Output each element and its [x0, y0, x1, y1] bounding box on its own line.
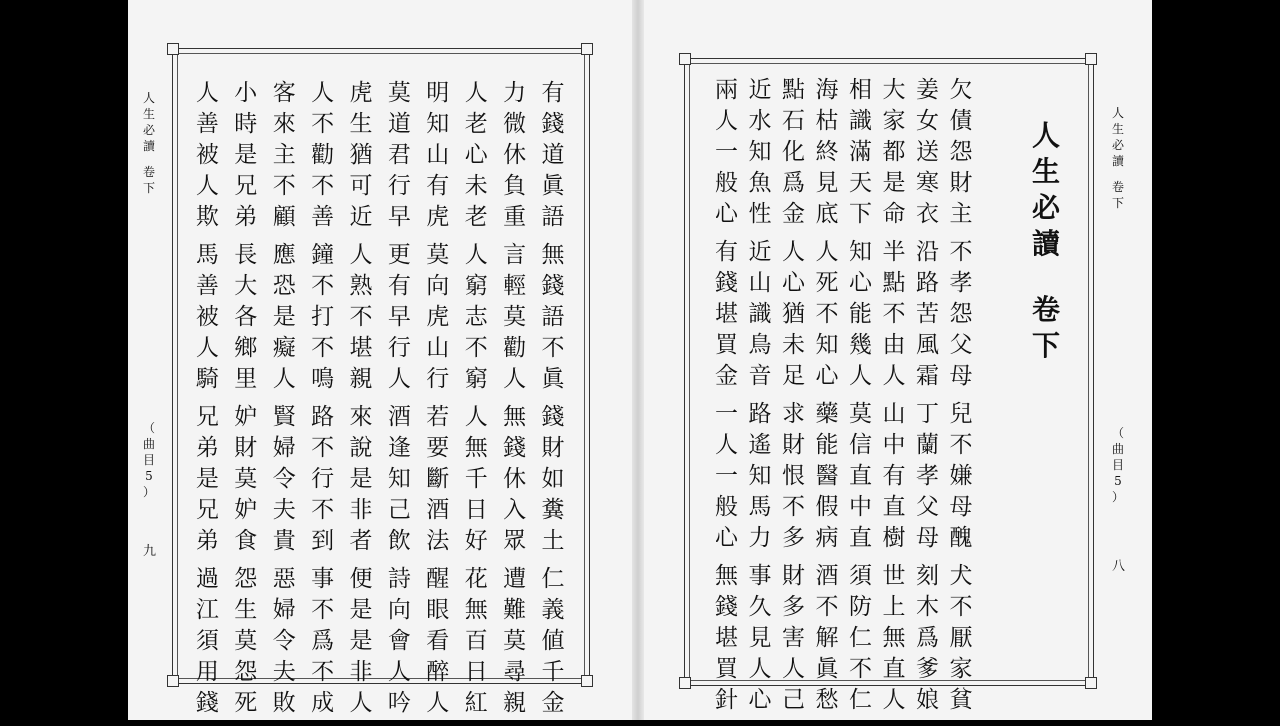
verse-phrase: 姜 女 送 寒 衣	[916, 77, 939, 227]
left-frame-corner	[581, 675, 593, 687]
verse-phrase: 犬 不 厭 家 貧	[949, 563, 973, 713]
verse-phrase: 錢 財 如 糞 土	[541, 404, 565, 554]
right-text-column	[946, 75, 976, 723]
left-text-column	[500, 78, 530, 726]
verse-phrase: 近 水 知 魚 性	[748, 77, 772, 227]
verse-phrase: 酒 逢 知 己 飲	[387, 404, 411, 554]
chapter-title-text: 人 生 必 讀	[1031, 119, 1060, 260]
verse-phrase: 更 有 早 行 人	[387, 242, 411, 392]
verse-phrase: 客 來 主 不 顧	[272, 80, 296, 230]
tune-label-text: （ 曲 目 5 ）	[142, 421, 155, 499]
verse-phrase: 大 家 都 是 命	[882, 77, 906, 227]
chapter-title-volume: 卷 下	[1031, 293, 1060, 362]
verse-phrase: 莫 向 虎 山 行	[426, 242, 450, 392]
verse-phrase: 近 山 識 鳥 音	[748, 239, 772, 389]
verse-phrase: 應 恐 是 癡 人	[272, 242, 296, 392]
right-text-column	[745, 75, 775, 723]
verse-phrase: 兩 人 一 般 心	[715, 77, 738, 227]
right-text-column	[846, 75, 876, 723]
running-header-text: 人 生 必 讀	[1111, 106, 1124, 168]
verse-phrase: 怨 生 莫 怨 死	[234, 566, 258, 716]
verse-phrase: 明 知 山 有 虎	[426, 80, 450, 230]
right-text-column	[879, 75, 909, 723]
verse-phrase: 丁 蘭 孝 父 母	[916, 401, 939, 551]
verse-phrase: 無 錢 堪 買 針	[715, 563, 738, 713]
verse-phrase: 人 無 千 日 好	[464, 404, 488, 554]
verse-phrase: 事 久 見 人 心	[748, 563, 772, 713]
left-text-column	[192, 78, 222, 726]
verse-phrase: 欠 債 怨 財 主	[949, 77, 973, 227]
left-text-column	[346, 78, 376, 726]
verse-phrase: 莫 信 直 中 直	[849, 401, 872, 551]
verse-phrase: 有 錢 堪 買 金	[715, 239, 738, 389]
verse-phrase: 醒 眼 看 醉 人	[426, 566, 450, 716]
left-text-column	[423, 78, 453, 726]
verse-phrase: 藥 能 醫 假 病	[815, 401, 839, 551]
verse-phrase: 來 說 是 非 者	[349, 404, 373, 554]
left-text-column	[538, 78, 568, 726]
right-text-column	[712, 75, 742, 723]
right-frame-corner	[679, 677, 691, 689]
verse-phrase: 馬 善 被 人 騎	[195, 242, 219, 392]
left-page-number: 九	[143, 544, 157, 559]
verse-phrase: 長 大 各 鄉 里	[234, 242, 258, 392]
verse-phrase: 無 錢 語 不 眞	[541, 242, 565, 392]
chapter-title	[1026, 118, 1066, 364]
right-frame-corner	[1085, 53, 1097, 65]
left-tune-label	[141, 420, 157, 500]
verse-phrase: 小 時 是 兄 弟	[234, 80, 258, 230]
left-running-header	[141, 90, 157, 196]
verse-phrase: 人 善 被 人 欺	[195, 80, 219, 230]
left-text-column	[269, 78, 299, 726]
left-frame-corner	[167, 43, 179, 55]
running-header-volume: 卷 下	[142, 165, 155, 195]
verse-phrase: 人 熟 不 堪 親	[349, 242, 373, 392]
verse-phrase: 半 點 不 由 人	[882, 239, 906, 389]
verse-phrase: 便 是 是 非 人	[349, 566, 373, 716]
verse-phrase: 兒 不 嫌 母 醜	[949, 401, 973, 551]
running-header-text: 人 生 必 讀	[142, 91, 155, 153]
verse-phrase: 虎 生 猶 可 近	[349, 80, 373, 230]
verse-phrase: 兄 弟 是 兄 弟	[195, 404, 219, 554]
right-frame-corner	[1085, 677, 1097, 689]
verse-phrase: 過 江 須 用 錢	[195, 566, 219, 716]
verse-phrase: 刻 木 爲 爹 娘	[916, 563, 939, 713]
left-text-column	[461, 78, 491, 726]
verse-phrase: 惡 婦 令 夫 敗	[272, 566, 296, 716]
left-frame-corner	[581, 43, 593, 55]
verse-phrase: 言 輕 莫 勸 人	[503, 242, 527, 392]
verse-phrase: 人 死 不 知 心	[815, 239, 839, 389]
verse-phrase: 仁 義 値 千 金	[541, 566, 565, 716]
verse-phrase: 人 窮 志 不 窮	[464, 242, 488, 392]
verse-phrase: 賢 婦 令 夫 貴	[272, 404, 296, 554]
left-text-column	[308, 78, 338, 726]
verse-phrase: 事 不 爲 不 成	[311, 566, 335, 716]
tune-label-text: （ 曲 目 5 ）	[1111, 426, 1124, 504]
verse-phrase: 力 微 休 負 重	[503, 80, 527, 230]
verse-phrase: 路 不 行 不 到	[311, 404, 335, 554]
right-running-header	[1110, 105, 1126, 211]
verse-phrase: 一 人 一 般 心	[715, 401, 738, 551]
verse-phrase: 人 心 猶 未 足	[782, 239, 805, 389]
left-text-column	[384, 78, 414, 726]
right-text-column	[812, 75, 842, 723]
verse-phrase: 遭 難 莫 尋 親	[503, 566, 527, 716]
right-page-number: 八	[1112, 559, 1126, 574]
left-frame-corner	[167, 675, 179, 687]
verse-phrase: 求 財 恨 不 多	[782, 401, 805, 551]
right-frame-corner	[679, 53, 691, 65]
verse-phrase: 山 中 有 直 樹	[882, 401, 906, 551]
running-header-volume: 卷 下	[1111, 180, 1124, 210]
verse-phrase: 詩 向 會 人 吟	[387, 566, 411, 716]
verse-phrase: 花 無 百 日 紅	[464, 566, 488, 716]
verse-phrase: 無 錢 休 入 眾	[503, 404, 527, 554]
verse-phrase: 不 孝 怨 父 母	[949, 239, 973, 389]
verse-phrase: 莫 道 君 行 早	[387, 80, 411, 230]
verse-phrase: 財 多 害 人 己	[782, 563, 805, 713]
verse-phrase: 相 識 滿 天 下	[849, 77, 872, 227]
book-gutter	[632, 0, 644, 720]
verse-phrase: 若 要 斷 酒 法	[426, 404, 450, 554]
verse-phrase: 點 石 化 爲 金	[782, 77, 805, 227]
verse-phrase: 知 心 能 幾 人	[849, 239, 872, 389]
verse-phrase: 有 錢 道 眞 語	[541, 80, 565, 230]
verse-phrase: 鐘 不 打 不 鳴	[311, 242, 335, 392]
verse-phrase: 妒 財 莫 妒 食	[234, 404, 258, 554]
verse-phrase: 人 老 心 未 老	[464, 80, 488, 230]
verse-phrase: 世 上 無 直 人	[882, 563, 906, 713]
verse-phrase: 沿 路 苦 風 霜	[916, 239, 939, 389]
right-text-column	[779, 75, 809, 723]
left-text-column	[231, 78, 261, 726]
verse-phrase: 須 防 仁 不 仁	[849, 563, 872, 713]
verse-phrase: 酒 不 解 眞 愁	[815, 563, 839, 713]
verse-phrase: 海 枯 終 見 底	[815, 77, 839, 227]
verse-phrase: 人 不 勸 不 善	[311, 80, 335, 230]
right-tune-label	[1110, 425, 1126, 505]
verse-phrase: 路 遙 知 馬 力	[748, 401, 772, 551]
right-text-column	[913, 75, 943, 723]
